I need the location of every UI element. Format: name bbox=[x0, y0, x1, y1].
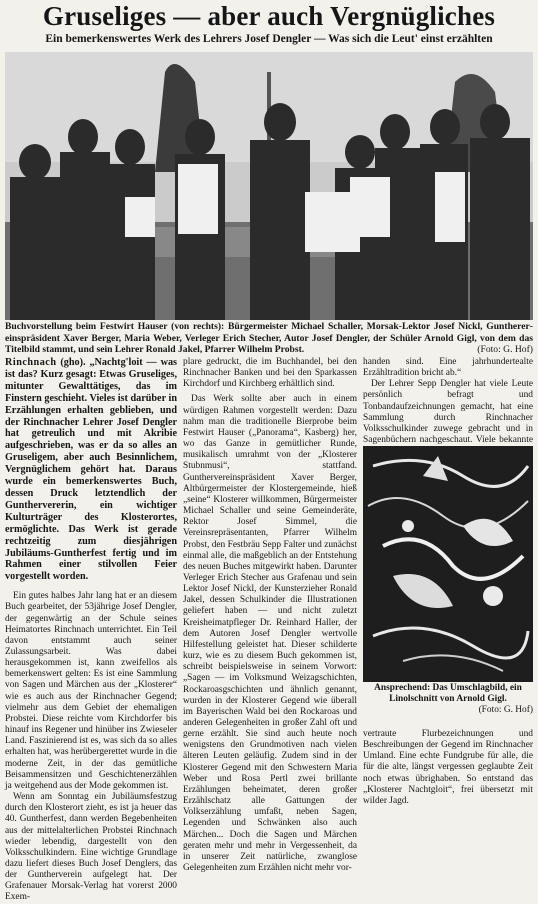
body-paragraph: Ein gutes halbes Jahr lang hat er an diesem Buch gearbeitet, der 53jährige Josef Dengler, der gegenwärtig an der Schule seines Heimatortes Rinchnach unterrichtet. Ein Teil davon entstammt auch seiner Zulassungsarbeit. Was dabei herausgekommen ist, kann zweifellos als bemerkenswert gelten: Es ist eine Sammlung von Sagen und Märchen aus der „Klosterer“ wie es auch aus der Rinchnacher Gegend; vielmehr aus dem Gebiet der ehemaligen Probstei. Diese reichte vom Kirchdorfer bis hinauf ins Regener und hinüber ins Zwieseler Land. Faszinierend ist es, was sich da so alles erhalten hat, was herübergerettet wurde in die moderne Zeit, in der das gemütliche Beisammensitzen und Geschichtenerzählen ja weitgehend aus der Mode gekommen ist. bbox=[5, 591, 177, 791]
group-photo bbox=[5, 52, 533, 320]
group-photo-image bbox=[5, 52, 533, 320]
article-column-3-continued bbox=[363, 729, 533, 807]
linocut-image bbox=[363, 446, 533, 682]
body-paragraph: Wenn am Sonntag ein Jubiläumsfestzug durch den Klosterort zieht, es ist ja heuer das 40. Guntherfest, dann werden Begebenheiten aus der mittelalterlichen Probstei Rinchnach wieder lebendig, dargestellt von den Volksschulkindern. Eine wichtige Grundlage dazu liefert dieses Buch Josef Denglers, das der Guntherverein aufgelegt hat. Der Grafenauer Morsak-Verlag hat vorerst 2000 Exem- bbox=[5, 792, 177, 903]
linocut-credit: (Foto: G. Hof) bbox=[478, 705, 533, 716]
article-lead bbox=[5, 357, 177, 583]
photo-credit: (Foto: G. Hof) bbox=[477, 344, 533, 355]
article-subheadline: Ein bemerkenswertes Werk des Lehrers Josef Dengler — Was sich die Leut' einst erzählten bbox=[45, 33, 493, 45]
photo-caption bbox=[5, 321, 533, 356]
photo-caption-text: Buchvorstellung beim Festwirt Hauser (von rechts): Bürgermeister Michael Schaller, Morsak-Lektor Josef Nickl, Guntherereinspräsident Xaver Berger, Maria Weber, Verleger Erich Stecher, Autor Josef Dengler, der Schüler Arnold Gigl, von dem das Titelbild stammt, und sein Lehrer Ronald Jakel, Pfarrer Wilhelm Probst. bbox=[5, 321, 533, 355]
article-column-1 bbox=[5, 357, 177, 904]
linocut-caption-text: Ansprechend: Das Umschlagbild, ein Linolschnitt von Arnold Gigl. bbox=[374, 683, 522, 705]
article-column-3 bbox=[363, 357, 533, 457]
lead-text: (gho). „Nachtg'loit — was ist das? Kurz gesagt: Etwas Gruseliges, mitunter Gewalttätiges, das im Finstern geschieht. Vieles ist darüber in Erzählungen erhalten geblieben, und der Rinchnacher Lehrer Josef Dengler hat getreulich und mit Akribie aufgeschrieben, was er da so alles an Gruseligem, aber auch Besinnlichem, Vergnüglichem gehört hat. Daraus wurde ein bemerkenswertes Buch, dessen Druck letztendlich der Gunthervererin, ein wichtiger Kulturträger des Klosterortes, ermöglichte. Das Werk ist gerade rechtzeitig zum diesjährigen Jubiläums-Guntherfest fertig und im Rahmen einer stilvollen Feier vorgestellt worden. bbox=[5, 357, 178, 583]
linocut-caption bbox=[363, 683, 533, 717]
body-paragraph: plare gedruckt, die im Buchhandel, bei den Rinchnacher Banken und bei den Sparkassen Kirchdorf und Kirchberg erhältlich sind. bbox=[183, 357, 357, 390]
article-column-2 bbox=[183, 357, 357, 874]
body-paragraph: Der Lehrer Sepp Dengler hat viele Leute persönlich befragt und Tonbandaufzeichnungen gemacht, hat eine Sammlung durch Rinchnacher Volksschulkinder zuwege gebracht und in Sagenbüchern nachgeschaut. Viele bekannte bbox=[363, 379, 533, 446]
body-paragraph: handen sind. Eine jahrhundertealte Erzähltradition bricht ab.“ bbox=[363, 357, 533, 379]
body-paragraph: vertraute Flurbezeichnungen und Beschreibungen der Gegend im Rinchnacher Umland. Eine echte Fundgrube für alle, die für die alte, längst vergessen geglaubte Zeit noch etwas übrighaben. So entstand das „Klosterer Nachtgloit“, frei übersetzt mit wilder Jagd. bbox=[363, 729, 533, 806]
body-paragraph: Das Werk sollte aber auch in einem würdigen Rahmen vorgestellt werden: Dazu nahm man die traditionelle Bierprobe beim Festwirt Hauser („Panorama“, Kasberg) her, wo das Ganze in gemütlicher Runde, musikalisch umrahmt von der „Klosterer Stubnmusi“, stattfand. Gunthervereinspräsident Xaver Berger, Altbürgermeister der Klostergemeinde, hieß „seine“ Klosterer willkommen, Bürgermeister Michael Schaller und seine Gemeinderäte, Rektor Josef Simmel, die Vereinsrepräsentanten, Pfarrer Wilhelm Probst, den Festbräu Sepp Falter und zunächst einmal alle, die maßgeblich an der Entstehung des neuen Buches mitgewirkt haben. Darunter Verleger Erich Stecher aus Grafenau und sein Lektor Josef Nickl, der Kunsterzieher Ronald Jakel, dessen Schulkinder die Illustrationen geliefert haben — und nicht zuletzt Kreisheimatpfleger Dr. Reinhard Haller, der dem Autoren Josef Dengler wertvolle Hilfestellung geleistet hat. Dieser schilderte kurz, wie es zu diesem Buch gekommen ist, schreibt beispielsweise in seinem Vorwort: „Sagen — im Volksmund Weizagschichten, Rockaroasgschichten und ähnlich genannt, wurden in der Klosterer Gegend wie überall im Bayerischen Wald bei den Rockaroas und anderen Gelegenheiten in großer Zahl oft und gerne erzählt. Sie sind auch heute noch wenigstens den Grundmotiven nach vielen älteren Leuten geläufig. Zudem sind in der Klosterer Gegend mit den Schwestern Maria Weber und Rosa Pertl zwei brillante Erzählungen beheimatet, deren großer Erzählschatz alle Gattungen der Volkserzählung umfaßt, neben Sagen, Legenden und Schwänken also auch Märchen... Doch die Sagen und Märchen geraten mehr und mehr in Vergessenheit, da in unserer Zeit natürliche, zwanglose Gelegenheiten zum Erzählen nicht mehr vor- bbox=[183, 394, 357, 874]
dateline: Rinchnach bbox=[5, 357, 57, 368]
linocut-illustration bbox=[363, 446, 533, 682]
article-headline: Gruseliges — aber auch Vergnügliches bbox=[42, 1, 496, 31]
